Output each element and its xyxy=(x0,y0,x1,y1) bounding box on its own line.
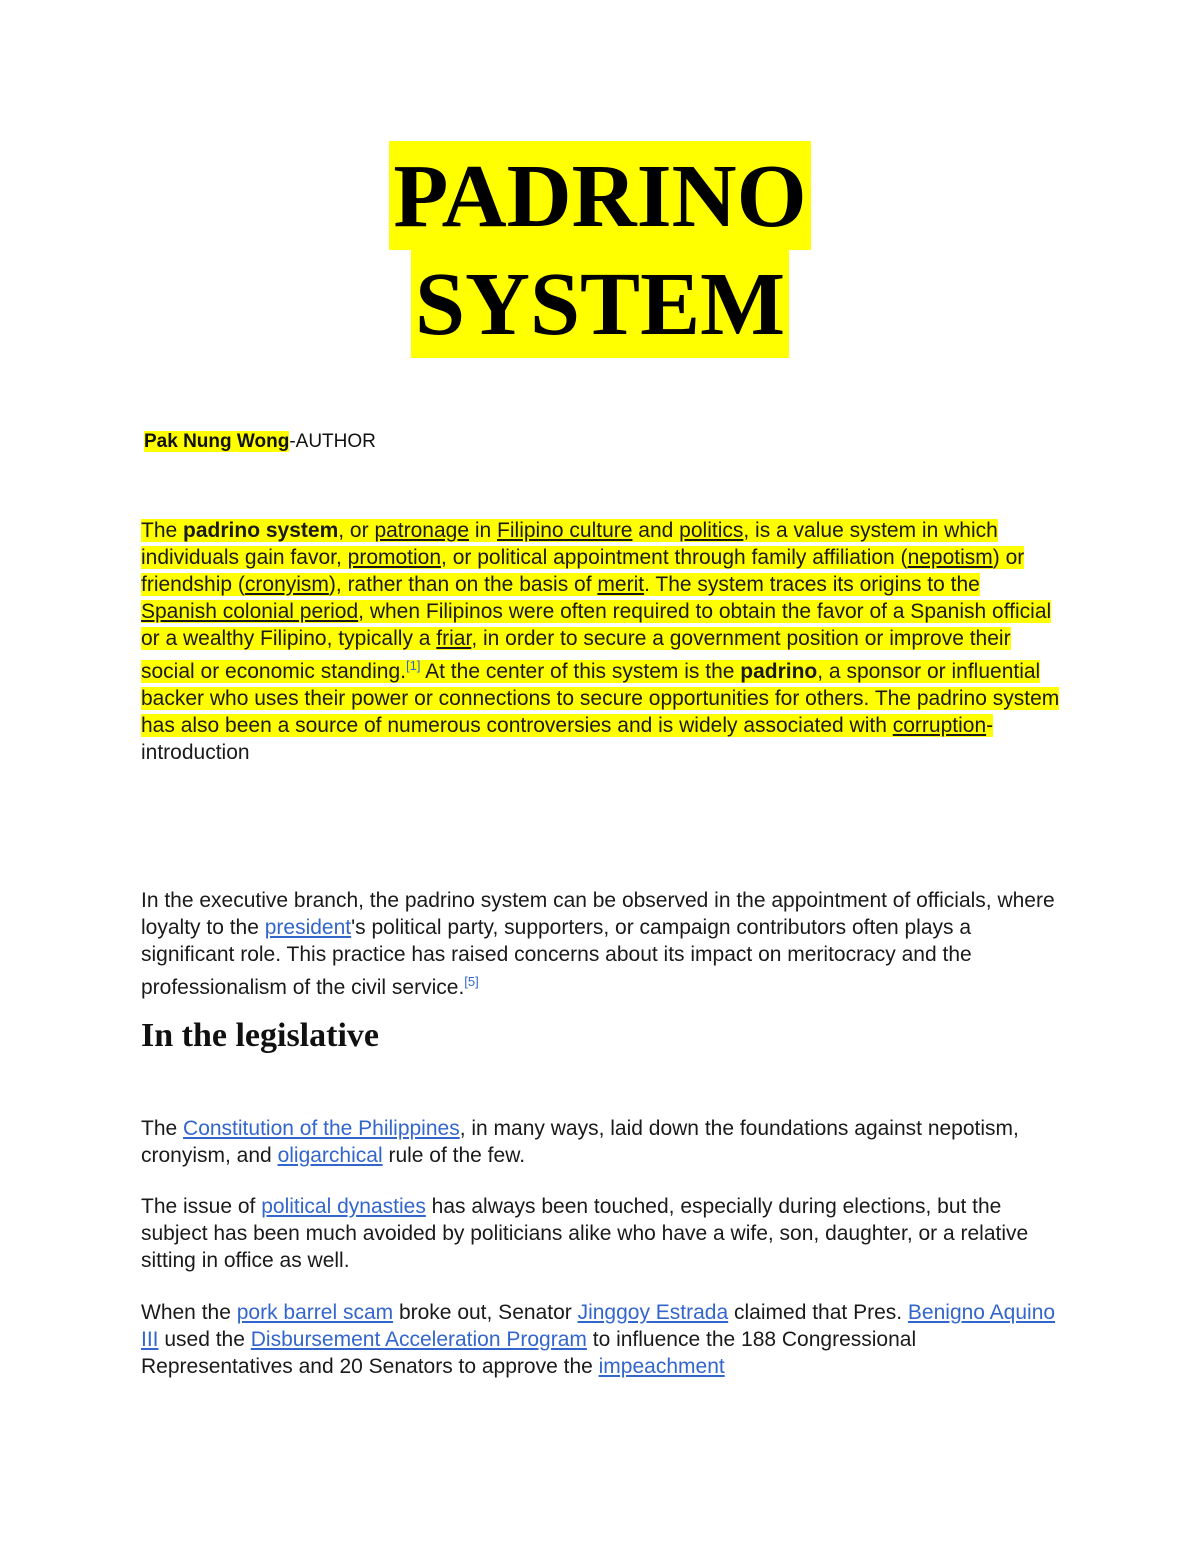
link-patronage[interactable]: patronage xyxy=(374,519,470,542)
footnote-ref-5[interactable]: [5] xyxy=(464,974,479,989)
link-politics[interactable]: politics xyxy=(679,519,744,542)
intro-tail-text: introduction xyxy=(141,741,250,764)
link-constitution[interactable]: Constitution of the Philippines xyxy=(183,1117,460,1140)
link-nepotism[interactable]: nepotism xyxy=(907,546,993,569)
author-line xyxy=(144,430,376,454)
legislative-paragraph-2: The issue of political dynasties has always been touched, especially during elections, but the subject has been much avoided by politicians alike who have a wife, son, daughter, or a relative sitting in office as well. xyxy=(141,1195,1029,1272)
title-line-1: PADRINO xyxy=(0,143,1200,251)
intro-highlight: The padrino system, or patronage in Filipino culture and politics, is a value system in which individuals gain favor, promotion, or political appointment through family affiliation (nepotism) or friendship (cronyism), rather than on the basis of merit. The system traces its origins to the Spanish colonial period, when Filipinos were often required to obtain the favor of a Spanish official or a wealthy Filipino, typically a friar, in order to secure a government position or improve their social or economic standing.[1] At the center of this system is the padrino, a sponsor or influential backer who uses their power or connections to secure opportunities for others. The padrino system has also been a source of numerous controversies and is widely associated with corruption- xyxy=(141,519,1060,737)
link-benigno-aquino[interactable]: Benigno Aquino III xyxy=(141,1301,1056,1351)
link-merit[interactable]: merit xyxy=(597,573,645,596)
link-president[interactable]: president xyxy=(264,916,352,939)
link-promotion[interactable]: promotion xyxy=(347,546,442,569)
link-oligarchical[interactable]: oligarchical xyxy=(277,1144,383,1167)
link-pork-barrel-scam[interactable]: pork barrel scam xyxy=(236,1301,394,1324)
author-name: Pak Nung Wong xyxy=(144,431,290,452)
link-corruption[interactable]: corruption xyxy=(892,714,987,737)
legislative-paragraph-1: The Constitution of the Philippines, in many ways, laid down the foundations against nepotism, cronyism, and oligarchical rule of the few. xyxy=(141,1117,1019,1167)
bold-padrino: padrino xyxy=(740,660,818,683)
link-impeachment[interactable]: impeachment xyxy=(598,1355,725,1378)
title-line-2: SYSTEM xyxy=(0,251,1200,359)
section-heading-legislative: In the legislative xyxy=(141,1017,379,1054)
link-filipino-culture[interactable]: Filipino culture xyxy=(497,519,633,542)
link-political-dynasties[interactable]: political dynasties xyxy=(261,1195,426,1218)
footnote-ref-1[interactable]: [1] xyxy=(405,658,421,673)
executive-paragraph: In the executive branch, the padrino system can be observed in the appointment of officials, where loyalty to the president's political party, supporters, or campaign contributors often plays a significant role. This practice has raised concerns about its impact on meritocracy and the professionalism of the civil service.[5] xyxy=(141,889,1055,999)
author-suffix: -AUTHOR xyxy=(289,431,376,452)
link-friar[interactable]: friar xyxy=(436,627,472,650)
intro-paragraph xyxy=(141,517,1061,766)
legislative-paragraph-3: When the pork barrel scam broke out, Senator Jinggoy Estrada claimed that Pres. Benigno Aquino III used the Disbursement Acceleration Program to influence the 188 Congressional Representatives and 20 Senators to approve the impeachment xyxy=(141,1301,1056,1378)
link-dap[interactable]: Disbursement Acceleration Program xyxy=(250,1328,587,1351)
link-spanish-colonial-period[interactable]: Spanish colonial period xyxy=(141,600,359,623)
link-jinggoy-estrada[interactable]: Jinggoy Estrada xyxy=(577,1301,729,1324)
bold-padrino-system: padrino system xyxy=(183,519,339,542)
link-cronyism[interactable]: cronyism xyxy=(244,573,329,596)
